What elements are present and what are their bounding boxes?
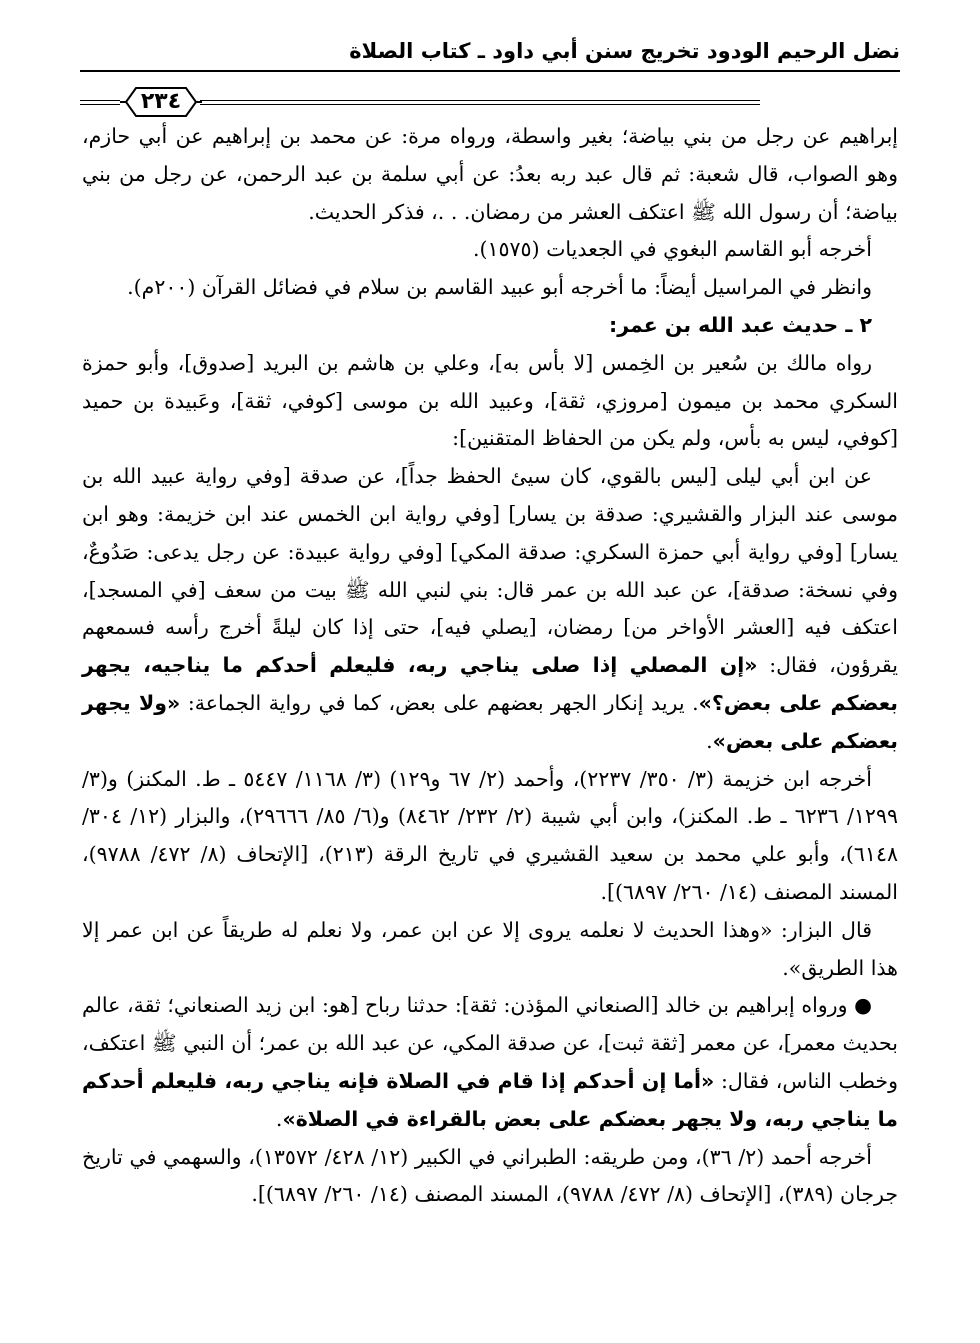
hadith-quote-2: «ولا يجهر بعضكم على بعض»: [82, 690, 898, 753]
hadith-quote: «إن المصلي إذا صلى يناجي ربه، فليعلم أحدكم ما يناجيه، يجهر بعضكم على بعض؟»: [82, 653, 898, 715]
hadith-quote-3: «أما إن أحدكم إذا قام في الصلاة فإنه يناجي ربه، فليعلم أحدكم ما يناجي ربه، ولا يجهر بعضكم على بعض بالقراءة في الصلاة»: [82, 1068, 898, 1131]
paragraph-3: وانظر في المراسيل أيضاً: ما أخرجه أبو عبيد القاسم بن سلام في فضائل القرآن (٢٠٠م).: [127, 275, 872, 300]
header-rule: [80, 70, 900, 72]
paragraph-9: [82, 987, 898, 1138]
paragraph-1: إبراهيم عن رجل من بني بياضة؛ بغير واسطة، ورواه مرة: عن محمد بن إبراهيم عن أبي حازم، وهو الصواب، قال شعبة: ثم قال عبد ربه بعدُ: عن أبي سلمة بن عبد الرحمن، عن رجل من بني بياضة؛ أن رسول الله ﷺ اعتكف العشر من رمضان. . .، فذكر الحديث.: [82, 124, 898, 224]
section-heading: [82, 307, 898, 345]
paragraph-5: رواه مالك بن سُعير بن الخِمس [لا بأس به]، وعلي بن هاشم بن البريد [صدوق]، وأبو حمزة السكري محمد بن ميمون [مروزي، ثقة]، وعبيد الله بن موسى [كوفي، ثقة]، وعَبيدة بن حميد [كوفي، ليس به بأس، ولم يكن من الحفاظ المتقنين]:: [82, 350, 898, 451]
page-number: ٢٣٤: [140, 89, 182, 114]
paragraph-9-text: ● ورواه إبراهيم بن خالد [الصنعاني المؤذن: ثقة]: حدثنا رباح [هو: ابن زيد الصنعاني؛ ثقة، عالم بحديث معمر]، عن معمر [ثقة ثبت]، عن صدقة المكي، عن عبد الله بن عمر؛ أن النبي ﷺ اعتكف، وخطب الناس، فقال:: [82, 993, 898, 1093]
section-heading-text: ٢ ـ حديث عبد الله بن عمر:: [609, 312, 872, 337]
paragraph-8: قال البزار: «وهذا الحديث لا نعلمه يروى إلا عن ابن عمر، ولا نعلم له طريقاً عن ابن عمر إلا هذا الطريق».: [82, 917, 898, 980]
paragraph-6-text: عن ابن أبي ليلى [ليس بالقوي، كان سيئ الحفظ جداً]، عن صدقة [وفي رواية عبيد الله بن موسى عند البزار والقشيري: صدقة بن يسار] [وفي رواية ابن الخمس عند ابن خزيمة: وهو ابن يسار] [وفي رواية أبي حمزة السكري: صدقة المكي] [وفي رواية عبيدة: عن رجل يدعى: صَدُوعٌ، وفي نسخة: صدقة]، عن عبد الله بن عمر قال: بني لنبي الله ﷺ بيت من سعف [في المسجد]، اعتكف فيه [العشر الأواخر من] رمضان، [يصلي فيه]، حتى إذا كان ليلةً أخرج رأسه فسمعهم يقرؤون، فقال:: [82, 464, 898, 678]
page-number-badge: [120, 84, 202, 120]
paragraph-10: أخرجه أحمد (٢/ ٣٦)، ومن طريقه: الطبراني في الكبير (١٢/ ٤٢٨/ ١٣٥٧٢)، والسهمي في تاريخ جرجان (٣٨٩)، [الإتحاف (٨/ ٤٧٢/ ٩٧٨٨)، المسند المصنف (١٤/ ٢٦٠/ ٦٨٩٧)].: [82, 1144, 898, 1207]
paragraph-6: [82, 458, 898, 760]
paragraph-6-after: . يريد إنكار الجهر بعضهم على بعض، كما في رواية الجماعة:: [187, 690, 699, 715]
page-header: [80, 30, 900, 114]
paragraph-2: أخرجه أبو القاسم البغوي في الجعديات (١٥٧٥).: [473, 237, 872, 262]
running-title: نضل الرحيم الودود تخريج سنن أبي داود ـ كتاب الصلاة: [349, 39, 900, 63]
page-body: [82, 118, 898, 1214]
paragraph-9-end: .: [275, 1106, 283, 1131]
paragraph-7: أخرجه ابن خزيمة (٣/ ٣٥٠/ ٢٢٣٧)، وأحمد (٢/ ٦٧ و١٢٩) (٣/ ١١٦٨/ ٥٤٤٧ ـ ط. المكنز) و(٣/ ١٢٩٩/ ٦٢٣٦ ـ ط. المكنز)، وابن أبي شيبة (٢/ ٢٣٢/ ٨٤٦٢) و(٦/ ٨٥/ ٢٩٦٦٦)، والبزار (١٢/ ٣٠٤/ ٦١٤٨)، وأبو علي محمد بن سعيد القشيري في تاريخ الرقة (٢١٣)، [الإتحاف (٨/ ٤٧٢/ ٩٧٨٨)، المسند المصنف (١٤/ ٢٦٠/ ٦٨٩٧)].: [82, 766, 898, 904]
paragraph-6-end: .: [706, 728, 713, 753]
header-double-rule-left: [80, 100, 120, 105]
header-double-rule-right: [200, 100, 760, 105]
